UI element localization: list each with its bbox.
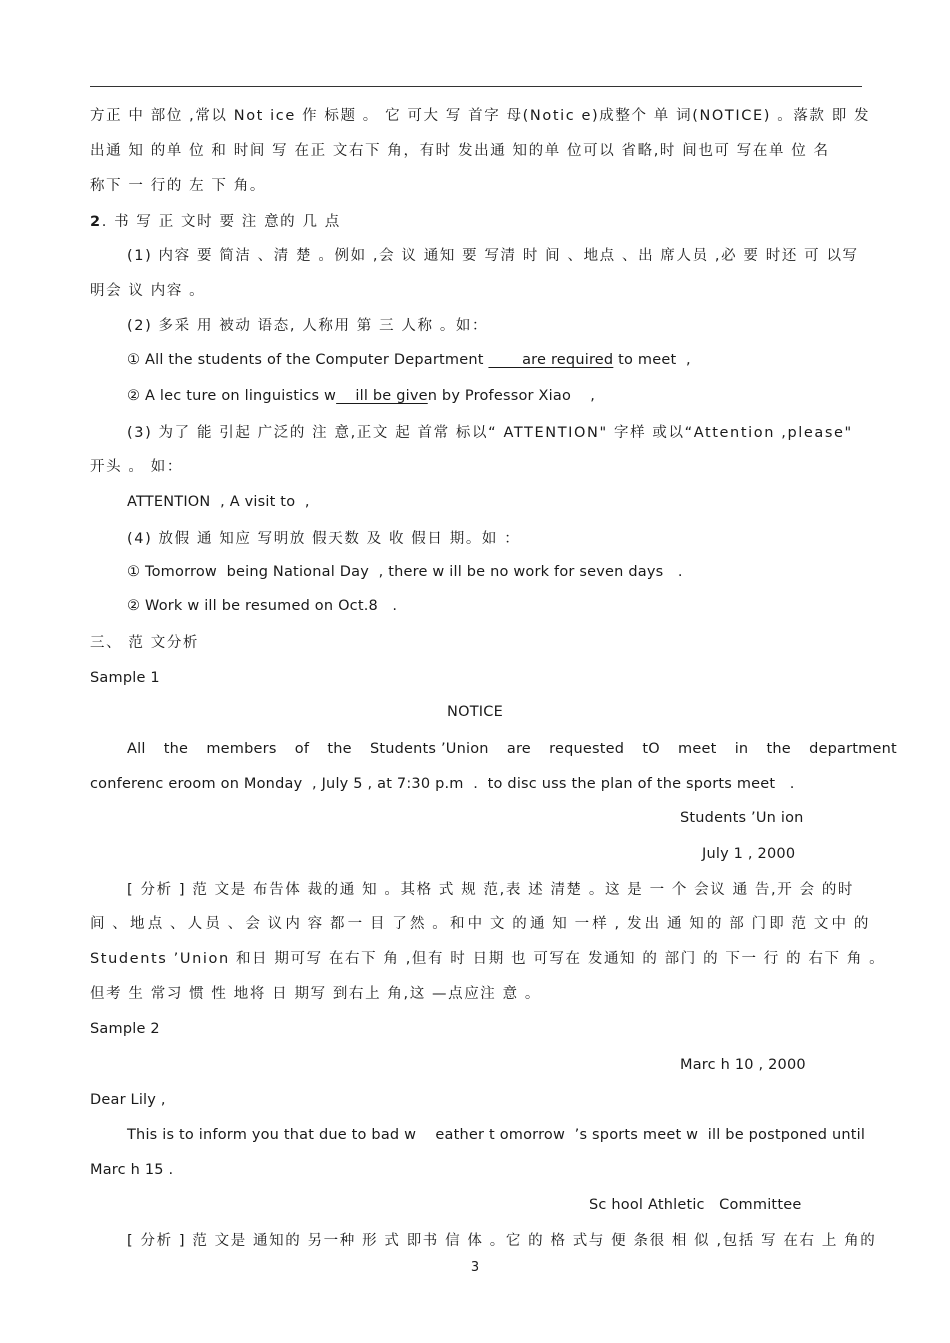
word: 间 、	[90, 916, 129, 932]
page-number: 3	[470, 1260, 480, 1275]
sample-body-line: Marc h 15 .	[90, 1162, 174, 1178]
paragraph-line: 明会 议 内容 。	[90, 283, 206, 299]
paragraph-line: (3) 为了 能 引起 广泛的 注 意,正文 起 首常 标以“ ATTENTION" 字样 或以“Attention ,please"	[127, 425, 853, 441]
paragraph-line: 开头 。 如：	[90, 459, 183, 475]
word: the	[327, 741, 352, 757]
word: 即 范 文	[769, 916, 830, 932]
word: 中 文 的	[467, 916, 529, 932]
example-text: ② A lec ture on linguistics w	[127, 388, 337, 404]
word: 出 通 知	[644, 916, 706, 932]
paragraph-line: (4) 放假 通 知应 写明放 假天数 及 收 假日 期。如 ：	[127, 531, 521, 547]
date: Marc h 10 , 2000	[680, 1057, 806, 1073]
word: 和	[449, 916, 467, 932]
analysis-line: Students ’Union 和日 期可写 在右下 角 ,但有 时 日期 也 可写在 发通知 的 部门 的 下一 行 的 右下 角 。	[90, 951, 886, 967]
word: 会 议	[245, 916, 284, 932]
analysis-line: 但考 生 常习 惯 性 地将 日 期写 到右上 角,这 —点应注 意 。	[90, 986, 542, 1002]
word: are	[506, 741, 531, 757]
sample-body-line: conferenc eroom on Monday , July 5 , at 7:30 p.m . to disc uss the plan of the sports meet .	[90, 776, 795, 792]
header-rule	[90, 86, 862, 87]
example-line	[127, 386, 595, 406]
greeting: Dear Lily ,	[90, 1092, 166, 1108]
example-line: ATTENTION , A visit to ,	[127, 494, 310, 510]
signature: Students ’Un ion	[680, 810, 804, 826]
word: meet	[678, 741, 717, 757]
example-line: ② Work w ill be resumed on Oct.8 .	[127, 598, 398, 614]
word: department	[809, 741, 897, 757]
word: 人	[187, 916, 204, 932]
paragraph-line: 方正 中 部位 ,常以 Not ice 作 标题 。 它 可大 写 首字 母(Notic e)成整个 单 词(NOTICE) 。落款 即 发	[90, 108, 871, 124]
word: 样 , 发	[592, 916, 644, 932]
word: 通 知 一	[529, 916, 591, 932]
paragraph-line: (1) 内容 要 简洁 、清 楚 。例如 ,会 议 通知 要 写清 时 间 、地点 、出 席人员 ,必 要 时还 可 以写	[127, 248, 859, 264]
word: requested	[549, 741, 625, 757]
word: 点 、	[147, 916, 187, 932]
word: 然 。	[409, 916, 449, 932]
word: 员 、	[205, 916, 244, 932]
example-line	[127, 350, 691, 370]
word: 的 部 门	[706, 916, 768, 932]
sample-label: Sample 1	[90, 670, 160, 686]
word: the	[766, 741, 791, 757]
word: 中 的	[831, 916, 870, 932]
paragraph-line: 出通 知 的单 位 和 时间 写 在正 文右下 角，有时 发出通 知的单 位可以 省略,时 间也可 写在单 位 名	[90, 143, 830, 159]
word: 地	[130, 916, 147, 932]
word: 内 容 都	[285, 916, 347, 932]
date: July 1 , 2000	[702, 846, 796, 862]
notice-title: NOTICE	[447, 704, 503, 720]
analysis-line: [ 分析 ] 范 文是 通知的 另一种 形 式 即书 信 体 。它 的 格 式与 便 条很 相 似 ,包括 写 在右 上 角的	[127, 1233, 877, 1249]
sample-body-line: This is to inform you that due to bad w eather t omorrow ’s sports meet w ill be postponed until	[127, 1127, 866, 1143]
paragraph-line: (2) 多采 用 被动 语态, 人称用 第 三 人称 。如：	[127, 318, 489, 334]
word: the	[163, 741, 189, 757]
underlined-text: ill be give	[336, 388, 428, 404]
analysis-line	[90, 914, 870, 934]
word: in	[734, 741, 749, 757]
signature: Sc hool Athletic Committee	[589, 1197, 802, 1213]
example-line: ① Tomorrow being National Day , there w ill be no work for seven days .	[127, 564, 683, 580]
analysis-line: [ 分析 ] 范 文是 布告体 裁的通 知 。其格 式 规 范,表 述 清楚 。这 是 一 个 会议 通 告,开 会 的时	[127, 882, 855, 898]
example-text: ① All the students of the Computer Department	[127, 352, 489, 368]
word: Students ’Union	[369, 741, 489, 757]
section-heading-3: 三、 范 文分析	[90, 635, 200, 651]
word: All	[127, 741, 146, 757]
word: 一 目 了	[347, 916, 409, 932]
paragraph-line: 称下 一 行的 左 下 角。	[90, 178, 266, 194]
example-text: n by Professor Xiao ,	[427, 388, 596, 404]
word: tO	[642, 741, 660, 757]
section-heading-2	[90, 212, 341, 232]
underlined-text: are required	[488, 352, 614, 368]
heading-number: 2	[90, 214, 102, 230]
sample-label: Sample 2	[90, 1021, 160, 1037]
word: of	[294, 741, 310, 757]
word: members	[206, 741, 277, 757]
sample-body-line	[127, 739, 897, 759]
heading-text: . 书 写 正 文时 要 注 意的 几 点	[101, 214, 341, 230]
example-text: to meet ,	[613, 352, 691, 368]
